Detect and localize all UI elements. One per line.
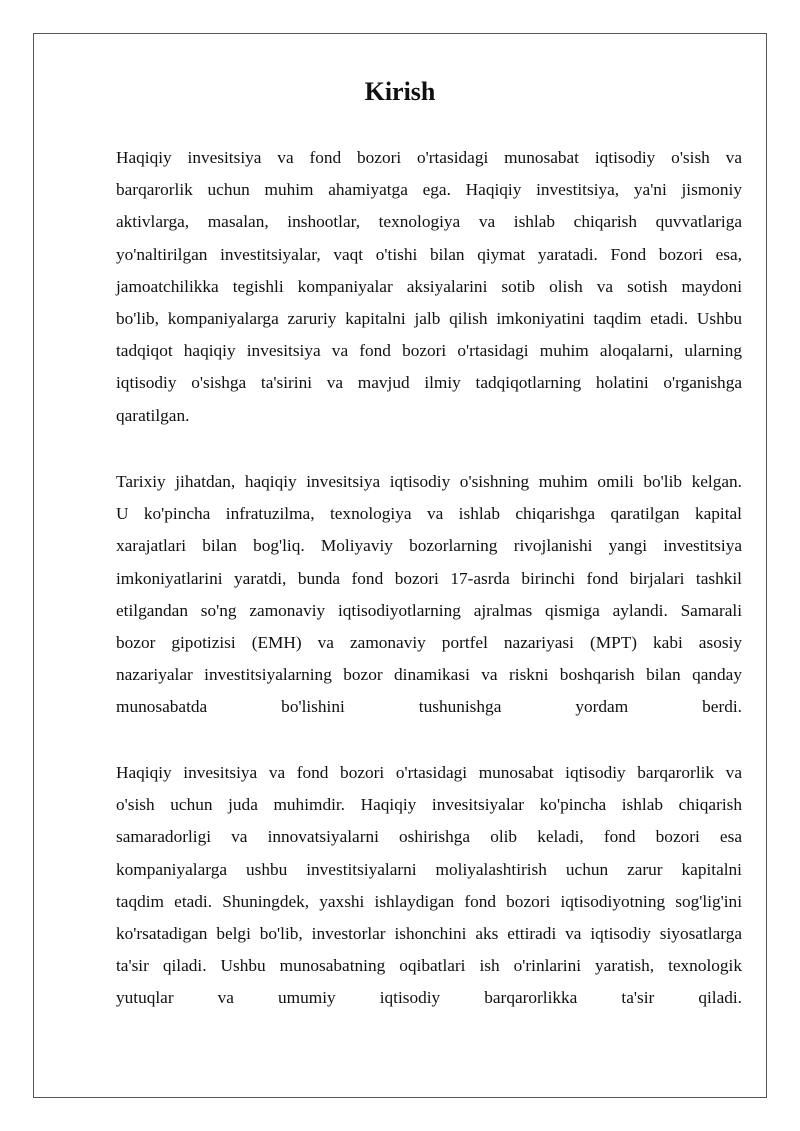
paragraph-2-line: Tarixiy jihatdan, haqiqiy invesitsiya iqtisodiy o'sishning muhim omili bo'lib kelgan. [116, 472, 742, 491]
paragraph-1-line: tadqiqot haqiqiy invesitsiya va fond bozori o'rtasidagi muhim aloqalarni, ularning [116, 341, 742, 361]
paragraph-3-line: taqdim etadi. Shuningdek, yaxshi ishlaydigan fond bozori iqtisodiyotning sog'lig'ini [116, 891, 742, 911]
paragraph-2 [116, 466, 742, 724]
paragraph-1-line: aktivlarga, masalan, inshootlar, texnologiya va ishlab chiqarish quvvatlariga [116, 212, 742, 232]
paragraph-2-line: nazariyalar investitsiyalarning bozor dinamikasi va riskni boshqarish bilan qanday [116, 665, 742, 685]
paragraph-1 [116, 142, 742, 432]
paragraph-2-line: xarajatlari bilan bog'liq. Moliyaviy bozorlarning rivojlanishi yangi investitsiya [116, 536, 742, 556]
paragraph-1-line: jamoatchilikka tegishli kompaniyalar aksiyalarini sotib olish va sotish maydoni [116, 276, 742, 296]
paragraph-3-line: ko'rsatadigan belgi bo'lib, investorlar ishonchini aks ettiradi va iqtisodiy siyosatlarga [116, 924, 742, 944]
paragraph-2-line: imkoniyatlarini yaratdi, bunda fond bozori 17-asrda birinchi fond birjalari tashkil [116, 568, 742, 588]
paragraph-1-line: yo'naltirilgan investitsiyalar, vaqt o'tishi bilan qiymat yaratadi. Fond bozori esa, [116, 244, 742, 264]
paragraph-1-line: Haqiqiy invesitsiya va fond bozori o'rtasidagi munosabat iqtisodiy o'sish va [116, 148, 742, 167]
paragraph-2-line: bozor gipotizisi (EMH) va zamonaviy portfel nazariyasi (MPT) kabi asosiy [116, 633, 742, 653]
paragraph-1-line: qaratilgan. [116, 405, 190, 425]
paragraph-3-line: Haqiqiy invesitsiya va fond bozori o'rtasidagi munosabat iqtisodiy barqarorlik va [116, 763, 742, 782]
document-title: Kirish [364, 77, 436, 106]
paragraph-2-line: etilgandan so'ng zamonaviy iqtisodiyotlarning ajralmas qismiga aylandi. Samarali [116, 600, 742, 620]
paragraph-2-line: U ko'pincha infratuzilma, texnologiya va ishlab chiqarishga qaratilgan kapital [116, 504, 742, 524]
paragraph-3-line: ta'sir qiladi. Ushbu munosabatning oqibatlari ish o'rinlarini yaratish, texnologik [116, 956, 742, 976]
paragraph-3-line: yutuqlar va umumiy iqtisodiy barqarorlikka ta'sir qiladi. [116, 988, 742, 1008]
paragraph-3-line: kompaniyalarga ushbu investitsiyalarni moliyalashtirish uchun zarur kapitalni [116, 859, 742, 879]
paragraph-1-line: barqarorlik uchun muhim ahamiyatga ega. Haqiqiy investitsiya, ya'ni jismoniy [116, 180, 742, 200]
paragraph-1-line: bo'lib, kompaniyalarga zaruriy kapitalni jalb qilish imkoniyatini taqdim etadi. Ushbu [116, 309, 742, 329]
paragraph-2-line: munosabatda bo'lishini tushunishga yordam berdi. [116, 697, 742, 717]
paragraph-3 [116, 757, 742, 1015]
paragraph-3-line: samaradorligi va innovatsiyalarni oshirishga olib keladi, fond bozori esa [116, 827, 742, 847]
paragraph-1-line: iqtisodiy o'sishga ta'sirini va mavjud ilmiy tadqiqotlarning holatini o'rganishga [116, 373, 742, 393]
paragraph-3-line: o'sish uchun juda muhimdir. Haqiqiy invesitsiyalar ko'pincha ishlab chiqarish [116, 795, 742, 815]
